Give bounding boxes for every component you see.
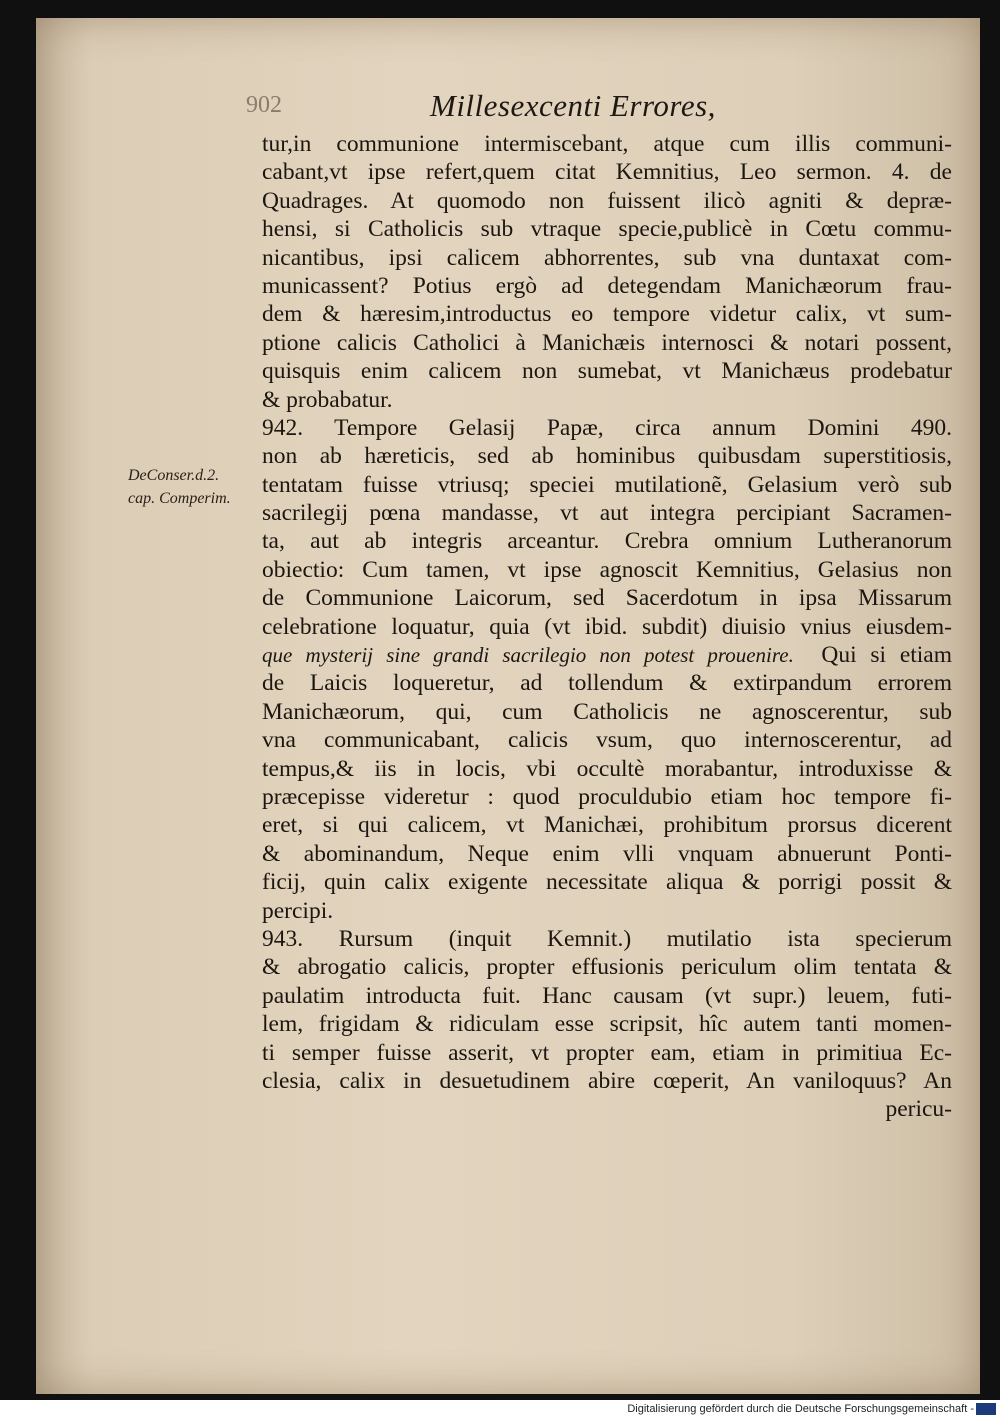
text-line: ta, aut ab integris arceantur. Crebra omnium Lutheranorum <box>262 528 952 555</box>
text-line: clesia, calix in desuetudinem abire cœperit, An vaniloquus? An <box>262 1067 952 1094</box>
text-line: ti semper fuisse asserit, vt propter eam, etiam in primitiua Ec- <box>262 1039 952 1066</box>
text-line: & abrogatio calicis, propter effusionis periculum olim tentata & <box>262 954 952 981</box>
text-line: præcepisse videretur : quod proculdubio etiam hoc tempore fi- <box>262 783 952 810</box>
text-line: obiectio: Cum tamen, vt ipse agnoscit Kemnitius, Gelasius non <box>262 556 952 583</box>
paragraph-943: 943. Rursum (inquit Kemnit.) mutilatio ista specierum <box>262 925 952 952</box>
text-line: tentatam fuisse vtriusq; speciei mutilationẽ, Gelasium verò sub <box>262 471 952 498</box>
text-line: cabant,vt ipse refert,quem citat Kemnitius, Leo sermon. 4. de <box>262 159 952 186</box>
text-line: non ab hæreticis, sed ab hominibus quibusdam superstitiosis, <box>262 443 952 470</box>
margin-note-1: DeConser.d.2. <box>128 467 220 484</box>
body-text <box>262 130 952 1124</box>
footer-credit: Digitalisierung gefördert durch die Deutsche Forschungsgemeinschaft - <box>627 1403 974 1415</box>
text-line: de Laicis loqueretur, ad tollendum & extirpandum errorem <box>262 670 952 697</box>
text-line: tur,in communione intermiscebant, atque cum illis communi- <box>262 131 952 157</box>
text-line: nicantibus, ipsi calicem abhorrentes, sub vna duntaxat com- <box>262 244 952 271</box>
text-line: celebratione loquatur, quia (vt ibid. subdit) diuisio vnius eiusdem- <box>262 613 952 640</box>
text-line: hensi, si Catholicis sub vtraque specie,publicè in Cœtu commu- <box>262 216 952 243</box>
text-line: & abominandum, Neque enim vlli vnquam abnuerunt Ponti- <box>262 840 952 867</box>
text-line: sacrilegij pœna mandasse, vt aut integra percipiant Sacramen- <box>262 500 952 527</box>
text-line: Manichæorum, qui, cum Catholicis ne agnoscerentur, sub <box>262 698 952 725</box>
text-line: percipi. <box>262 897 334 924</box>
text-line: paulatim introducta fuit. Hanc causam (vt supr.) leuem, futi- <box>262 982 952 1009</box>
running-head: Millesexcenti Errores, <box>430 88 716 123</box>
text-line: eret, si qui calicem, vt Manichæi, prohibitum prorsus dicerent <box>262 812 952 839</box>
text-line: ficij, quin calix exigente necessitate aliqua & porrigi possit & <box>262 869 952 896</box>
text-line: & probabatur. <box>262 386 393 413</box>
text-line: vna communicabant, calicis vsum, quo internoscerentur, ad <box>262 727 952 754</box>
catchword: pericu- <box>885 1096 952 1123</box>
text-line: quisquis enim calicem non sumebat, vt Manichæus prodebatur <box>262 358 952 385</box>
margin-note-2: cap. Comperim. <box>128 490 231 507</box>
text-line: tempus,& iis in locis, vbi occultè morabantur, introduxisse & <box>262 755 952 782</box>
italic-quote: que mysterij sine grandi sacrilegio non potest prouenire. <box>262 643 794 668</box>
text-line: municassent? Potius ergò ad detegendam Manichæorum frau- <box>262 272 952 299</box>
text-line: de Communione Laicorum, sed Sacerdotum in ipsa Missarum <box>262 585 952 612</box>
text-line: Quadrages. At quomodo non fuissent ilicò agniti & depræ- <box>262 187 952 214</box>
text-line-with-quote <box>262 641 952 669</box>
text-line: dem & hæresim,introductus eo tempore videtur calix, vt sum- <box>262 301 952 328</box>
dfg-logo-icon <box>976 1403 996 1415</box>
text-fragment: Qui si etiam <box>821 642 952 669</box>
paragraph-942: 942. Tempore Gelasij Papæ, circa annum Domini 490. <box>262 414 952 441</box>
text-line: lem, frigidam & ridiculam esse scripsit, hîc autem tanti momen- <box>262 1011 952 1038</box>
page-number: 902 <box>246 92 282 118</box>
footer-bar <box>0 1400 1000 1418</box>
text-line: ptione calicis Catholici à Manichæis internosci & notari possent, <box>262 329 952 356</box>
